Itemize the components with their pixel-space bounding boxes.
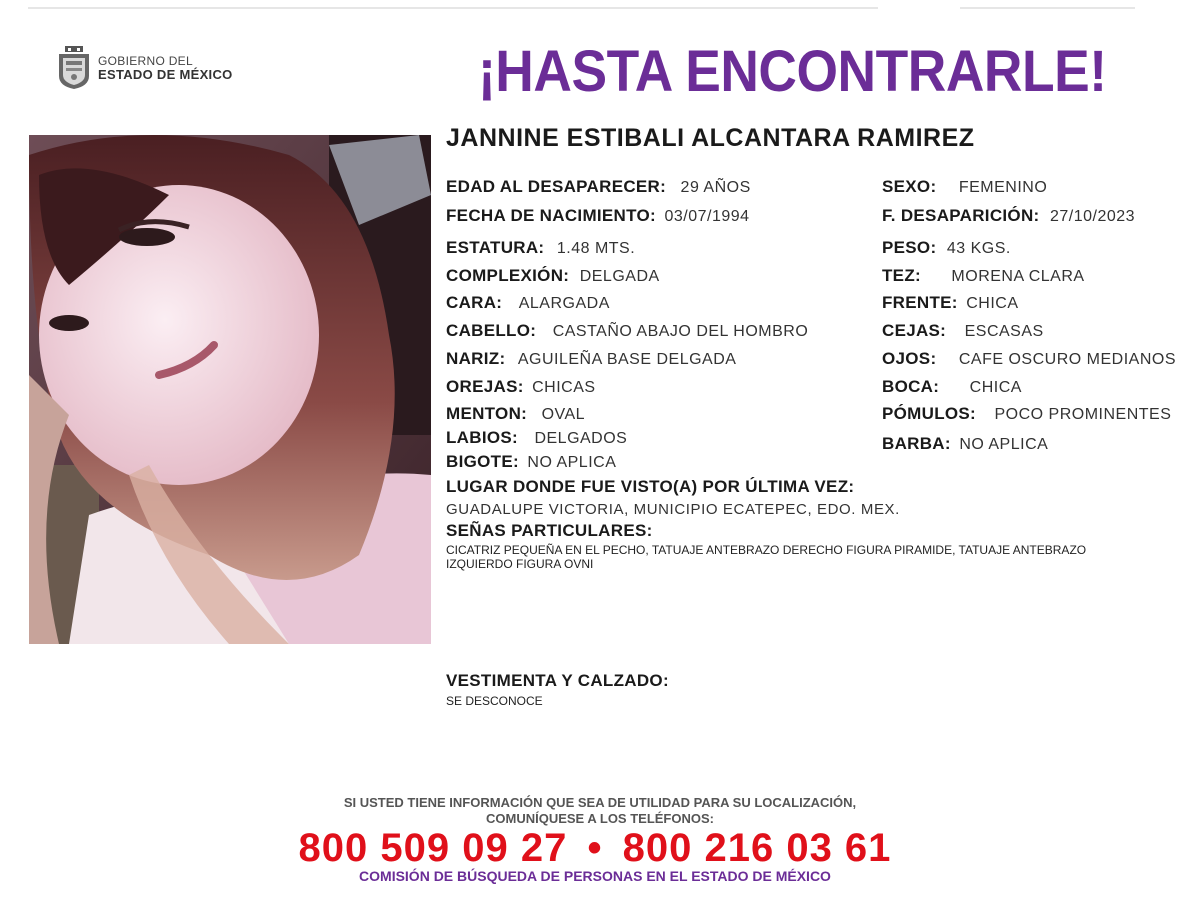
field-build-label: COMPLEXIÓN: <box>446 266 570 285</box>
field-eyebrows <box>882 321 1044 341</box>
field-birthdate-value: 03/07/1994 <box>664 208 750 225</box>
person-name: JANNINE ESTIBALI ALCANTARA RAMIREZ <box>446 124 975 152</box>
headline: ¡HASTA ENCONTRARLE! <box>478 39 1107 104</box>
field-ears-value: CHICAS <box>532 379 596 396</box>
field-birthdate <box>446 206 750 226</box>
field-mustache <box>446 452 616 472</box>
marks-label: SEÑAS PARTICULARES: <box>446 521 653 540</box>
field-age <box>446 177 751 197</box>
field-nose-label: NARIZ: <box>446 349 506 368</box>
clothing-value: SE DESCONOCE <box>446 694 543 708</box>
top-rule-left <box>28 7 878 9</box>
field-cheekbones <box>882 404 1171 424</box>
footer-info-line2: COMUNÍQUESE A LOS TELÉFONOS: <box>486 811 714 826</box>
logo-line2: ESTADO DE MÉXICO <box>98 67 233 82</box>
marks-line2: IZQUIERDO FIGURA OVNI <box>446 557 594 571</box>
field-mustache-value: NO APLICA <box>527 454 617 471</box>
field-sex-label: SEXO: <box>882 177 937 196</box>
field-eyes-value: CAFE OSCURO MEDIANOS <box>958 351 1176 368</box>
field-weight-value: 43 KGS. <box>946 240 1011 257</box>
field-eyebrows-value: ESCASAS <box>964 323 1044 340</box>
coat-of-arms-icon <box>56 46 92 90</box>
field-lips-value: DELGADOS <box>534 430 628 447</box>
phone-separator: • <box>587 826 603 870</box>
commission-name: COMISIÓN DE BÚSQUEDA DE PERSONAS EN EL ESTADO DE MÉXICO <box>359 868 831 884</box>
field-eyes <box>882 349 1176 369</box>
field-age-value: 29 AÑOS <box>680 179 751 196</box>
field-sex-value: FEMENINO <box>958 179 1048 196</box>
field-weight-label: PESO: <box>882 238 937 257</box>
field-lips <box>446 428 627 448</box>
phone-number-1[interactable]: 800 509 09 27 <box>298 826 568 870</box>
field-complexion-label: TEZ: <box>882 266 921 285</box>
field-sex <box>882 177 1047 197</box>
marks-line1: CICATRIZ PEQUEÑA EN EL PECHO, TATUAJE ANTEBRAZO DERECHO FIGURA PIRAMIDE, TATUAJE ANTEBRAZO <box>446 543 1087 557</box>
field-forehead-value: CHICA <box>966 295 1019 312</box>
person-photo <box>29 135 431 644</box>
field-height-label: ESTATURA: <box>446 238 545 257</box>
field-hair <box>446 321 808 341</box>
field-ears <box>446 377 596 397</box>
field-nose-value: AGUILEÑA BASE DELGADA <box>517 351 737 368</box>
footer-info-line1: SI USTED TIENE INFORMACIÓN QUE SEA DE UTILIDAD PARA SU LOCALIZACIÓN, <box>343 795 857 810</box>
field-mouth-value: CHICA <box>969 379 1022 396</box>
field-eyebrows-label: CEJAS: <box>882 321 947 340</box>
field-face-value: ALARGADA <box>518 295 610 312</box>
field-face-label: CARA: <box>446 293 503 312</box>
field-complexion <box>882 266 1085 286</box>
field-nose <box>446 349 736 369</box>
field-height-value: 1.48 MTS. <box>556 240 636 257</box>
government-logo <box>56 46 233 90</box>
field-disappearance-date-value: 27/10/2023 <box>1049 208 1136 225</box>
last-seen-value: GUADALUPE VICTORIA, MUNICIPIO ECATEPEC, EDO. MEX. <box>446 501 900 518</box>
field-mouth <box>882 377 1022 397</box>
field-ears-label: OREJAS: <box>446 377 524 396</box>
logo-line1: GOBIERNO DEL <box>98 54 193 68</box>
field-birthdate-label: FECHA DE NACIMIENTO: <box>446 206 656 225</box>
phone-number-2[interactable]: 800 216 03 61 <box>622 826 892 870</box>
field-mustache-label: BIGOTE: <box>446 452 519 471</box>
top-rule-right <box>960 7 1135 9</box>
field-chin-label: MENTON: <box>446 404 528 423</box>
field-cheekbones-value: POCO PROMINENTES <box>994 406 1172 423</box>
field-complexion-value: MORENA CLARA <box>951 268 1085 285</box>
field-beard-value: NO APLICA <box>959 436 1049 453</box>
field-build <box>446 266 660 286</box>
field-forehead <box>882 293 1019 313</box>
field-weight <box>882 238 1011 258</box>
phone-numbers <box>0 826 1190 871</box>
field-face <box>446 293 610 313</box>
field-build-value: DELGADA <box>579 268 660 285</box>
field-forehead-label: FRENTE: <box>882 293 958 312</box>
clothing-label: VESTIMENTA Y CALZADO: <box>446 671 669 690</box>
field-age-label: EDAD AL DESAPARECER: <box>446 177 667 196</box>
field-chin-value: OVAL <box>541 406 586 423</box>
field-chin <box>446 404 585 424</box>
logo-text <box>98 54 233 82</box>
last-seen-label: LUGAR DONDE FUE VISTO(A) POR ÚLTIMA VEZ: <box>446 477 855 496</box>
field-height <box>446 238 635 258</box>
field-hair-value: CASTAÑO ABAJO DEL HOMBRO <box>552 323 809 340</box>
field-beard-label: BARBA: <box>882 434 951 453</box>
field-eyes-label: OJOS: <box>882 349 937 368</box>
field-cheekbones-label: PÓMULOS: <box>882 404 977 423</box>
field-beard <box>882 434 1048 454</box>
field-disappearance-date <box>882 206 1135 226</box>
field-hair-label: CABELLO: <box>446 321 537 340</box>
field-lips-label: LABIOS: <box>446 428 518 447</box>
field-disappearance-date-label: F. DESAPARICIÓN: <box>882 206 1040 225</box>
field-mouth-label: BOCA: <box>882 377 940 396</box>
